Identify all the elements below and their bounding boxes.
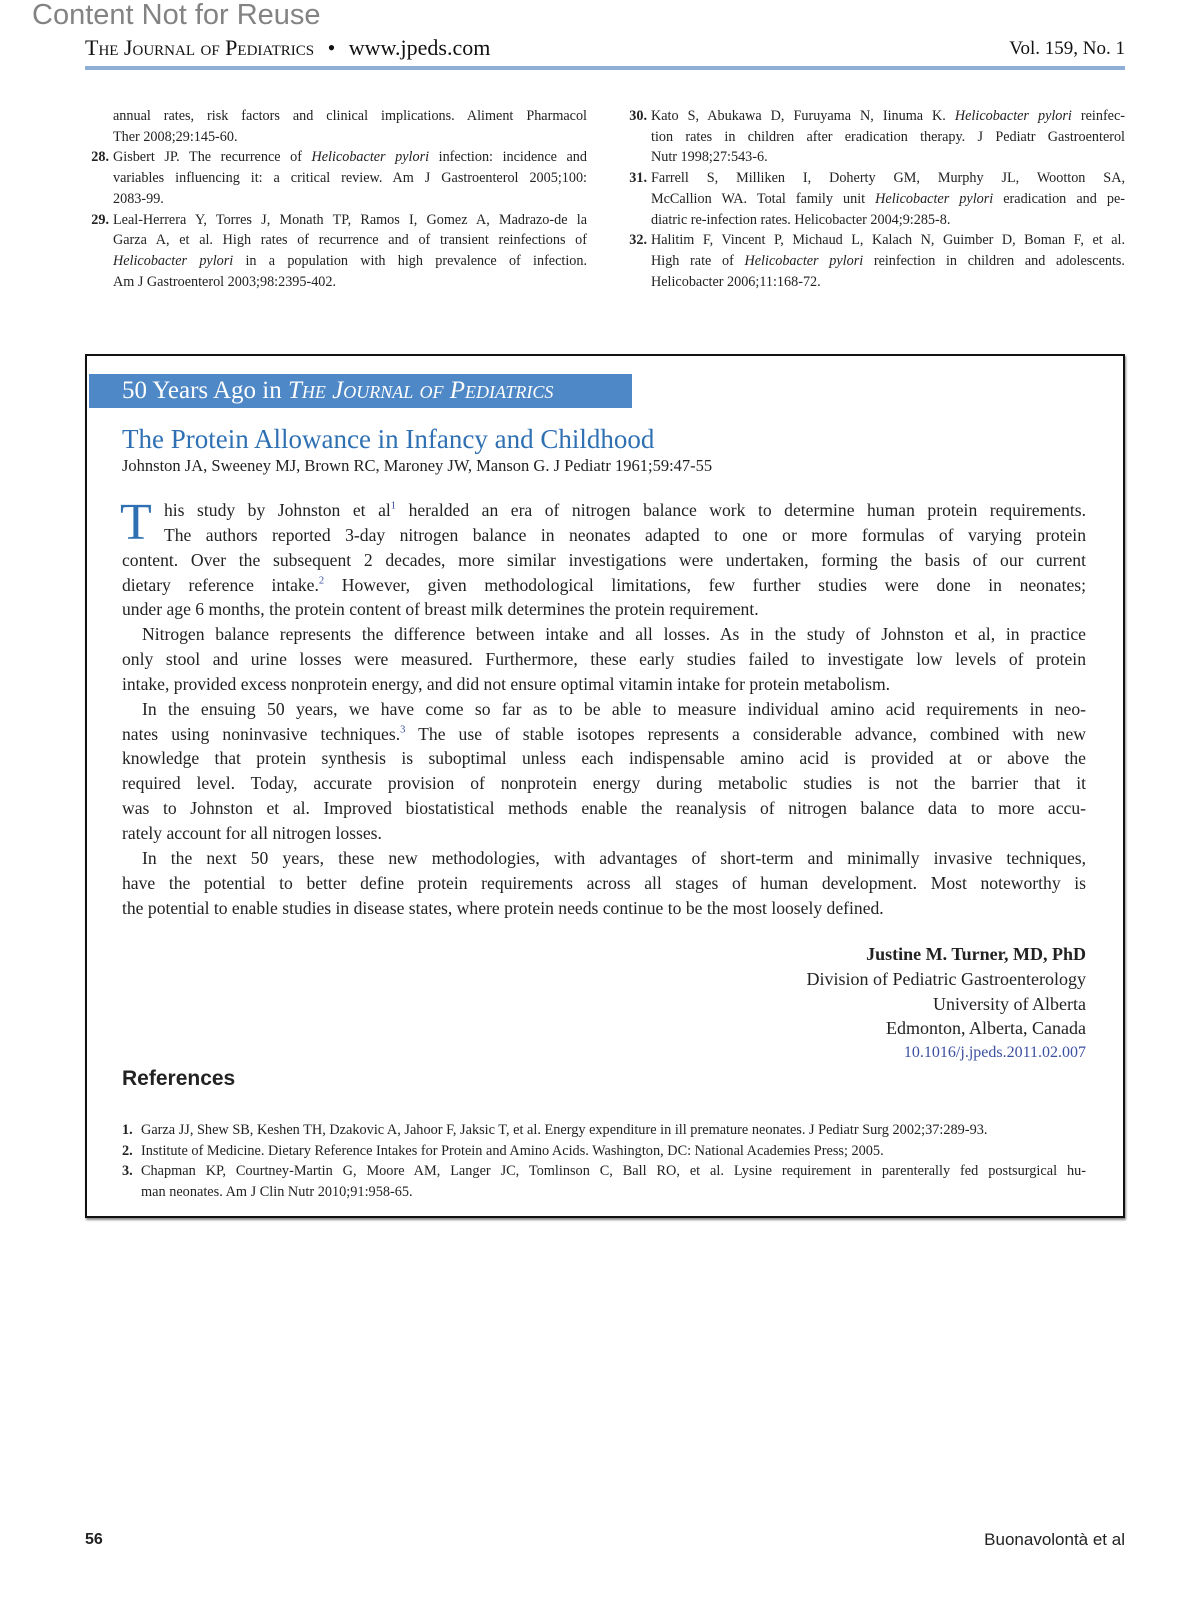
reference-number: 29. xyxy=(91,211,109,228)
reference-number: 30. xyxy=(629,108,647,124)
citation-superscript[interactable]: 2 xyxy=(318,575,325,587)
text-segment[interactable]: reinfection in children and adolescents. xyxy=(863,252,1125,269)
text-segment[interactable]: Helicobacter 2006;11:168-72. xyxy=(651,273,821,290)
text-line xyxy=(122,622,1086,647)
article-title: The Protein Allowance in Infancy and Childhood xyxy=(122,424,655,454)
text-line xyxy=(113,189,587,210)
text-line xyxy=(113,127,587,148)
text-line xyxy=(141,1161,1086,1182)
text-line xyxy=(113,106,587,127)
page-number: 56 xyxy=(85,1531,103,1548)
italic-term: Helicobacter pylori xyxy=(113,252,234,269)
article-citation: Johnston JA, Sweeney MJ, Brown RC, Maroney JW, Manson G. J Pediatr 1961;59:47-55 xyxy=(122,456,713,475)
text-segment[interactable]: infection: incidence and xyxy=(429,149,587,166)
text-segment[interactable]: However, given methodological limitations, few further studies were done in neonates; xyxy=(324,574,1087,595)
text-segment[interactable]: In the next 50 years, these new methodologies, with advantages of short-term and minimally invasive techniques, xyxy=(142,847,1086,868)
reference-number: 3. xyxy=(122,1163,133,1180)
text-segment[interactable]: Ther 2008;29:145-60. xyxy=(113,128,238,145)
reference-item xyxy=(85,210,587,293)
text-segment[interactable]: Farrell S, Milliken I, Doherty GM, Murphy JL, Wootton SA, xyxy=(651,170,1125,187)
text-line xyxy=(113,147,587,168)
header-bullet: • xyxy=(327,35,336,60)
text-segment[interactable]: annual rates, risk factors and clinical implications. Aliment Pharmacol xyxy=(113,108,587,124)
text-line xyxy=(122,573,1086,598)
text-segment[interactable]: required level. Today, accurate provision of nonprotein energy during metabolic studies is not the barrier that it xyxy=(122,773,1086,794)
text-line xyxy=(122,821,1086,846)
text-line xyxy=(122,722,1086,747)
text-segment[interactable]: Garza A, et al. High rates of recurrence and of transient reinfections of xyxy=(113,232,587,249)
header-rule xyxy=(85,66,1125,70)
paragraph xyxy=(122,846,1086,921)
reference-item xyxy=(623,168,1125,230)
reference-item xyxy=(85,147,587,209)
text-line xyxy=(113,251,587,272)
text-line xyxy=(651,251,1125,272)
italic-term: Helicobacter pylori xyxy=(875,190,994,207)
doi-link[interactable]: 10.1016/j.jpeds.2011.02.007 xyxy=(903,1044,1086,1062)
text-segment[interactable]: have the potential to better define protein requirements across all stages of human development. Most noteworthy is xyxy=(122,872,1086,893)
text-segment[interactable]: content. Over the subsequent 2 decades, more similar investigations were undertaken, forming the basis of our current xyxy=(122,549,1086,570)
reference-item xyxy=(122,1141,1086,1162)
text-segment[interactable]: man neonates. Am J Clin Nutr 2010;91:958-65. xyxy=(141,1184,413,1201)
text-segment[interactable]: intake, provided excess nonprotein energy, and did not ensure optimal vitamin intake for protein metabolism. xyxy=(122,673,891,694)
text-segment[interactable]: under age 6 months, the protein content of breast milk determines the protein requirement. xyxy=(122,599,759,620)
text-segment[interactable]: Nutr 1998;27:543-6. xyxy=(651,149,768,166)
text-line xyxy=(113,168,587,189)
text-line xyxy=(122,846,1086,871)
text-line xyxy=(122,597,1086,622)
text-segment[interactable]: Halitim F, Vincent P, Michaud L, Kalach N, Guimber D, Boman F, et al. xyxy=(651,232,1125,249)
author-location: Edmonton, Alberta, Canada xyxy=(886,1018,1086,1039)
reference-item xyxy=(623,106,1125,168)
text-segment[interactable]: Kato S, Abukawa D, Furuyama N, Iinuma K. xyxy=(651,108,955,124)
text-line xyxy=(122,796,1086,821)
text-segment[interactable]: reinfec- xyxy=(1071,108,1125,124)
text-segment[interactable]: knowledge that protein synthesis is suboptimal unless each indispensable amino acid is provided at or above the xyxy=(122,748,1086,769)
paragraph xyxy=(120,494,1087,622)
text-line xyxy=(651,127,1125,148)
text-segment[interactable]: Leal-Herrera Y, Torres J, Monath TP, Ramos I, Gomez A, Madrazo-de la xyxy=(113,211,587,228)
reference-item xyxy=(85,106,587,147)
references-heading: References xyxy=(122,1067,236,1090)
citation-superscript[interactable]: 1 xyxy=(390,500,397,512)
text-segment[interactable]: his study by Johnston et al xyxy=(164,500,391,520)
text-line xyxy=(122,771,1086,796)
author-division: Division of Pediatric Gastroenterology xyxy=(806,968,1086,989)
text-line xyxy=(113,272,587,293)
text-line xyxy=(122,523,1086,548)
banner-prefix: 50 Years Ago in xyxy=(122,377,288,404)
text-line xyxy=(651,168,1125,189)
text-segment[interactable]: diatric re-infection rates. Helicobacter 2004;9:285-8. xyxy=(651,211,951,228)
running-author: Buonavolontà et al xyxy=(984,1530,1125,1549)
text-segment[interactable]: Gisbert JP. The recurrence of xyxy=(113,149,312,166)
text-line xyxy=(122,672,1086,697)
banner-journal: The Journal of Pediatrics xyxy=(288,377,554,404)
text-line xyxy=(122,871,1086,896)
text-line xyxy=(113,230,587,251)
italic-term: Helicobacter pylori xyxy=(311,149,430,166)
text-segment[interactable]: the potential to enable studies in disease states, where protein needs continue to be the most loosely defined. xyxy=(122,897,884,918)
text-segment[interactable]: 2083-99. xyxy=(113,190,164,207)
text-line xyxy=(651,147,1125,168)
author-name: Justine M. Turner, MD, PhD xyxy=(866,944,1086,964)
reference-item xyxy=(122,1161,1086,1202)
italic-term: Helicobacter pylori xyxy=(954,108,1072,124)
text-line xyxy=(113,210,587,231)
author-signature xyxy=(807,942,1086,1066)
text-segment[interactable]: variables influencing it: a critical review. Am J Gastroenterol 2005;100: xyxy=(113,170,587,187)
article-body xyxy=(120,494,1087,920)
text-segment[interactable]: dietary reference intake. xyxy=(122,574,319,595)
author-university: University of Alberta xyxy=(933,993,1086,1014)
text-segment[interactable]: in a population with high prevalence of infection. xyxy=(233,252,588,269)
text-segment[interactable]: The authors reported 3-day nitrogen balance in neonates adapted to one or more formulas of varying protein xyxy=(164,524,1086,545)
text-line xyxy=(122,697,1086,722)
text-segment[interactable]: rately account for all nitrogen losses. xyxy=(122,822,382,843)
volume-issue: Vol. 159, No. 1 xyxy=(1009,38,1125,59)
text-segment[interactable]: Garza JJ, Shew SB, Keshen TH, Dzakovic A, Jahoor F, Jaksic T, et al. Energy expenditure in ill premature neonates. J Pediatr Surg 2002;37:289-93. xyxy=(141,1122,988,1138)
text-line xyxy=(122,647,1086,672)
reference-item xyxy=(623,230,1125,292)
text-line xyxy=(141,1120,1086,1141)
text-line xyxy=(141,1182,1086,1203)
citation-superscript[interactable]: 3 xyxy=(400,724,406,736)
reference-number: 1. xyxy=(122,1122,133,1138)
running-header xyxy=(85,35,490,61)
text-segment[interactable]: eradication and pe- xyxy=(993,190,1125,207)
text-segment[interactable]: tion rates in children after eradication therapy. J Pediatr Gastroenterol xyxy=(651,128,1125,145)
reference-number: 28. xyxy=(91,149,109,166)
text-line xyxy=(122,548,1086,573)
text-segment[interactable]: only stool and urine losses were measured. Furthermore, these early studies failed to investigate low levels of protein xyxy=(122,649,1086,670)
reference-number: 32. xyxy=(629,232,647,249)
paragraph xyxy=(122,697,1086,846)
journal-name: The Journal of Pediatrics xyxy=(85,35,315,60)
text-segment[interactable]: McCallion WA. Total family unit xyxy=(651,190,876,207)
references-list xyxy=(122,1120,1086,1203)
reference-item xyxy=(122,1120,1086,1141)
text-segment[interactable]: Am J Gastroenterol 2003;98:2395-402. xyxy=(113,273,337,290)
journal-website[interactable]: www.jpeds.com xyxy=(348,35,491,60)
reference-number: 31. xyxy=(629,170,647,187)
text-segment[interactable]: Chapman KP, Courtney-Martin G, Moore AM, Langer JC, Tomlinson C, Ball RO, et al. Lysine requirement in parenterally fed postsurgical hu- xyxy=(141,1163,1086,1180)
watermark: Content Not for Reuse xyxy=(32,0,321,31)
text-line xyxy=(122,746,1086,771)
text-segment[interactable]: was to Johnston et al. Improved biostatistical methods enable the reanalysis of nitrogen balance data to more accu- xyxy=(122,798,1086,819)
text-segment[interactable]: In the ensuing 50 years, we have come so far as to be able to measure individual amino acid requirements in neo- xyxy=(142,698,1086,719)
text-line xyxy=(141,1141,1086,1162)
text-line xyxy=(651,230,1125,251)
paragraph xyxy=(122,622,1086,697)
text-segment[interactable]: heralded an era of nitrogen balance work to determine human protein requirements. xyxy=(396,500,1086,520)
prev-references-left xyxy=(85,106,587,292)
reference-number: 2. xyxy=(122,1142,133,1159)
text-segment[interactable]: High rate of xyxy=(651,252,745,269)
prev-references-right xyxy=(623,106,1125,292)
text-line xyxy=(122,896,1086,921)
text-segment[interactable]: Institute of Medicine. Dietary Reference Intakes for Protein and Amino Acids. Washington, DC: National Academies Press; 2005. xyxy=(141,1142,884,1159)
section-banner xyxy=(89,374,632,408)
text-line xyxy=(651,189,1125,210)
text-segment[interactable]: Nitrogen balance represents the difference between intake and all losses. As in the study of Johnston et al, in practice xyxy=(142,624,1086,645)
text-line xyxy=(651,272,1125,293)
text-segment[interactable]: nates using noninvasive techniques. xyxy=(122,723,401,744)
text-line xyxy=(651,210,1125,231)
text-line xyxy=(122,498,1086,523)
text-segment[interactable]: The use of stable isotopes represents a considerable advance, combined with new xyxy=(405,723,1086,744)
drop-cap: T xyxy=(120,494,152,551)
italic-term: Helicobacter pylori xyxy=(744,252,864,269)
text-line xyxy=(651,106,1125,127)
